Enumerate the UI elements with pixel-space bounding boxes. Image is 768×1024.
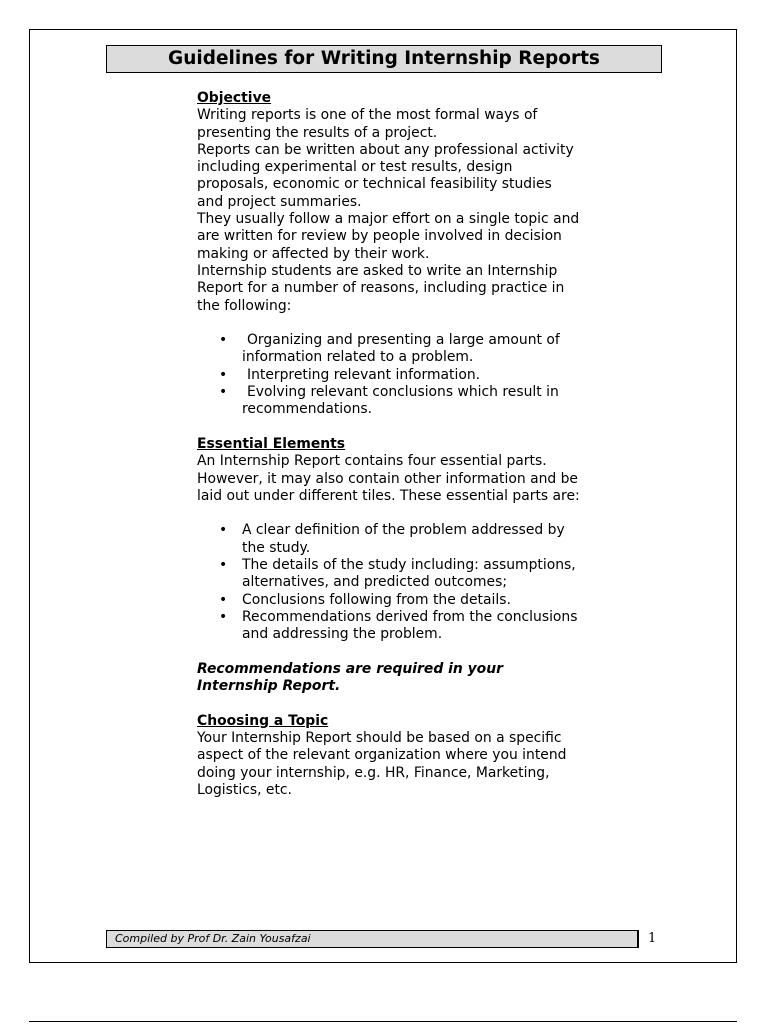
bullet-icon: • [219,557,228,574]
bullet-icon: • [219,591,228,608]
list-item-text: The details of the study including: assumptions, alternatives, and predicted outcomes; [242,557,576,591]
list-item [197,557,582,592]
list-item [197,384,582,419]
objective-paragraph: Writing reports is one of the most formal ways of presenting the results of a project. [197,107,538,141]
essential-elements-bullet-list [197,522,582,643]
list-item [197,332,582,367]
list-item-text: Interpreting relevant information. [247,366,481,383]
bullet-icon: • [219,384,228,401]
essential-elements-intro: An Internship Report contains four essential parts. However, it may also contain other information and be laid out under different tiles. These essential parts are: [197,453,580,504]
list-item-text: Recommendations derived from the conclusions and addressing the problem. [242,608,578,643]
list-item [197,522,582,557]
essential-elements-heading: Essential Elements [197,435,346,452]
document-body [197,90,582,799]
document-title: Guidelines for Writing Internship Reports [106,45,662,73]
bullet-icon: • [219,522,228,539]
bullet-icon: • [219,608,228,625]
list-item-text: Evolving relevant conclusions which result in recommendations. [242,384,559,418]
bullet-icon: • [219,366,228,383]
objective-heading: Objective [197,90,272,106]
choosing-topic-text: Your Internship Report should be based on a specific aspect of the relevant organization where you intend doing your internship, e.g. HR, Finance, Marketing, Logistics, etc. [197,729,567,798]
next-page-divider [29,1021,737,1022]
objective-paragraph: They usually follow a major effort on a single topic and are written for review by people involved in decision making or affected by their work. [197,211,580,262]
list-item-text: Conclusions following from the details. [242,591,511,608]
page-number: 1 [648,931,657,946]
recommendations-note: Recommendations are required in your Internship Report. [197,660,503,695]
list-item [197,367,582,384]
choosing-topic-heading: Choosing a Topic [197,712,329,729]
objective-paragraph: Reports can be written about any professional activity including experimental or test results, design proposals, economic or technical feasibility studies and project summaries. [197,141,574,210]
objective-bullet-list [197,332,582,418]
footer-compiled-by: Compiled by Prof Dr. Zain Yousafzai [106,930,639,948]
list-item-text: Organizing and presenting a large amount of information related to a problem. [242,332,560,366]
list-item [197,592,582,609]
objective-paragraph: Internship students are asked to write an Internship Report for a number of reasons, including practice in the following: [197,262,565,314]
list-item-text: A clear definition of the problem addressed by the study. [242,522,565,556]
bullet-icon: • [219,332,228,349]
list-item [197,609,582,644]
